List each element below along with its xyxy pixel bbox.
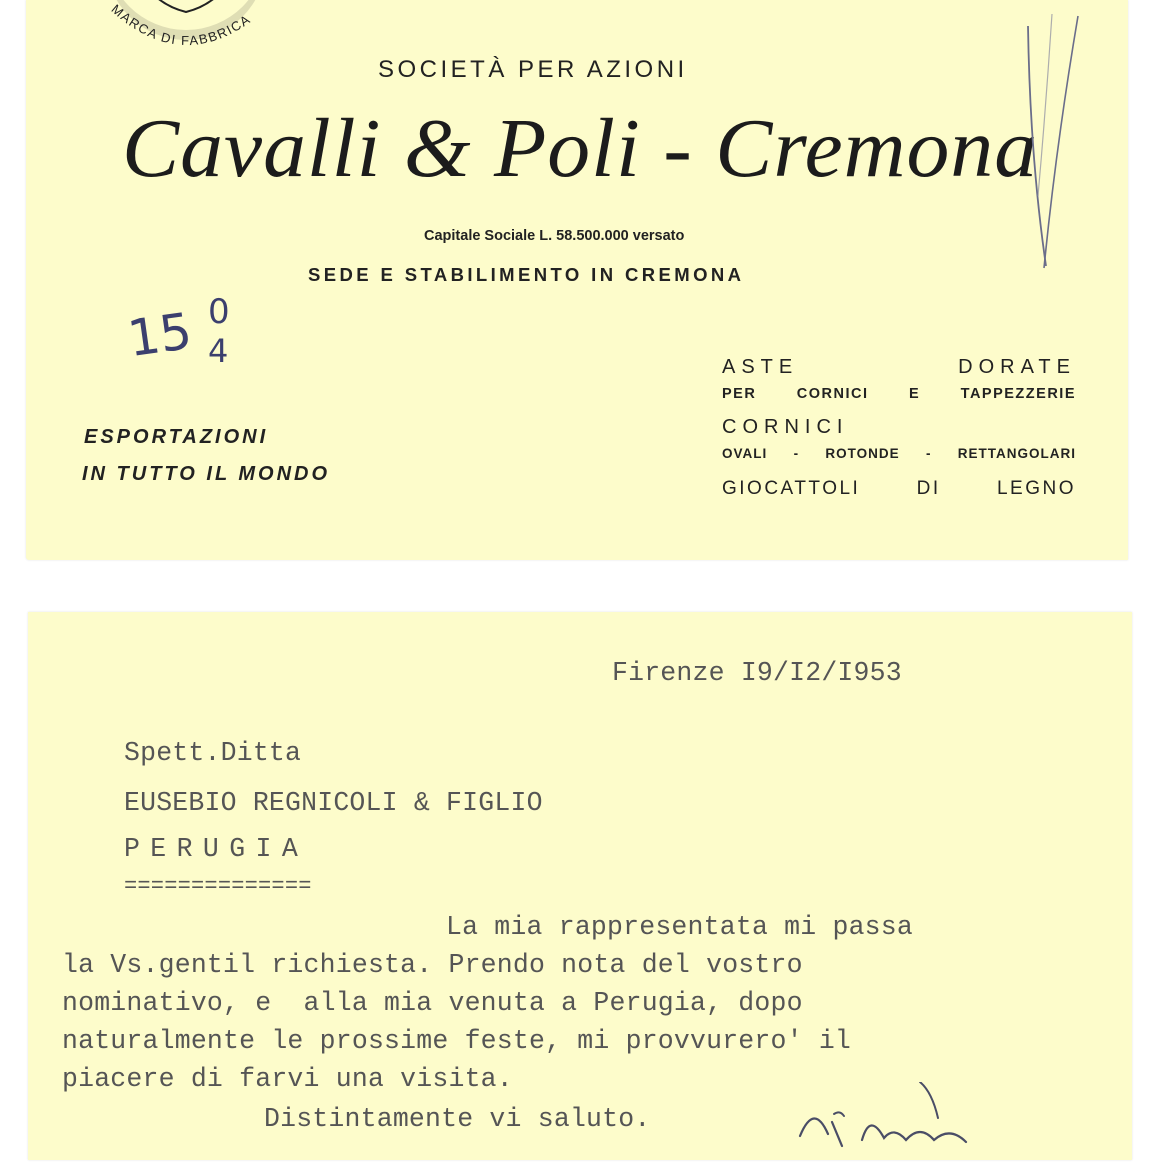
recipient-city: PERUGIA [124, 834, 309, 864]
product-frames: CORNICI [722, 416, 849, 438]
product-gilded-rods-use: PER CORNICI E TAPPEZZERIE [722, 386, 1076, 402]
product-gilded-rods: ASTE DORATE [722, 356, 1076, 378]
address-underline: ============== [124, 874, 312, 899]
postcard-letter [28, 612, 1132, 1160]
trademark-seal-logo [88, 0, 284, 78]
seal-caption: MARCA DI FABBRICA [108, 1, 254, 49]
letter-body-line-5: piacere di farvi una visita. [62, 1064, 513, 1094]
letter-body-line-2: la Vs.gentil richiesta. Prendo nota del vostro [62, 950, 803, 980]
export-line-2: IN TUTTO IL MONDO [82, 463, 331, 485]
headquarters: SEDE E STABILIMENTO IN CREMONA [308, 264, 745, 285]
letter-body-line-4: naturalmente le prossime feste, mi provvurero' il [62, 1026, 852, 1056]
export-line-1: ESPORTAZIONI [84, 426, 269, 448]
annotation-main: 15 [124, 301, 196, 369]
annotation-sub: 4 [208, 332, 229, 370]
handwritten-signature [744, 1082, 984, 1162]
share-capital: Capitale Sociale L. 58.500.000 versato [424, 228, 685, 244]
business-card-front [26, 0, 1128, 560]
recipient-company: EUSEBIO REGNICOLI & FIGLIO [124, 788, 543, 818]
annotation-sup: 0 [208, 292, 230, 332]
letter-date: Firenze I9/I2/I953 [612, 658, 902, 688]
product-frame-shapes: OVALI - ROTONDE - RETTANGOLARI [722, 446, 1076, 461]
product-wooden-toys: GIOCATTOLI DI LEGNO [722, 478, 1076, 499]
product-list [722, 356, 1076, 508]
letter-closing: Distintamente vi saluto. [264, 1104, 651, 1134]
recipient-salutation: Spett.Ditta [124, 738, 302, 768]
company-name: Cavalli & Poli - Cremona [122, 102, 1039, 195]
company-type: SOCIETÀ PER AZIONI [378, 56, 688, 83]
pencil-annotation [124, 292, 258, 382]
letter-body-line-3: nominativo, e alla mia venuta a Perugia, dopo [62, 988, 803, 1018]
letter-body-line-1: La mia rappresentata mi passa [446, 912, 913, 942]
pencil-check-mark [1016, 0, 1086, 286]
